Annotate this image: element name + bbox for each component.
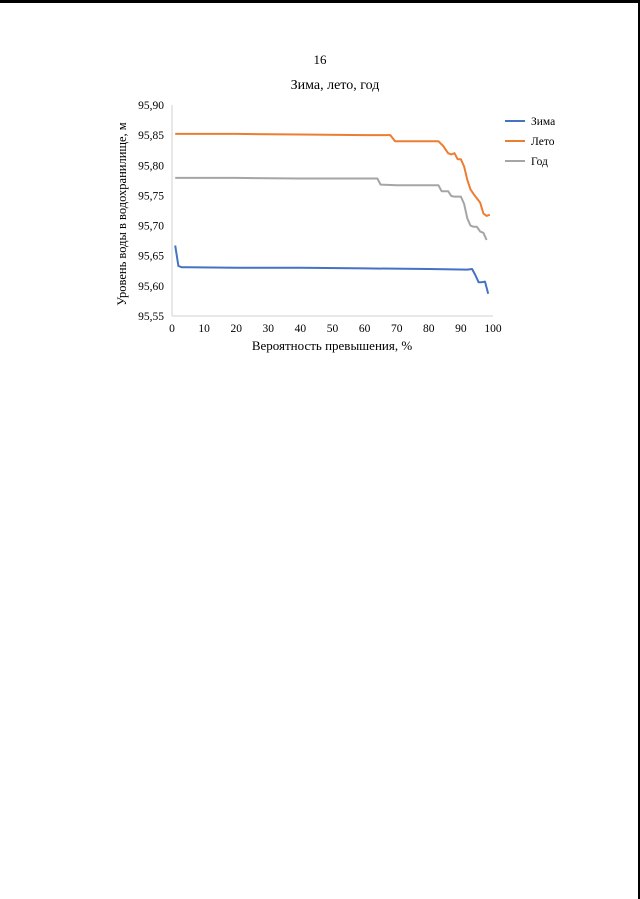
y-tick-labels [138,100,164,323]
x-tick-label: 10 [198,323,210,335]
series-line [175,178,486,240]
x-tick-label: 50 [326,323,339,335]
line-chart [100,70,570,360]
page-edge-top [0,0,640,3]
y-tick-label: 95,65 [138,250,164,263]
y-tick-label: 95,75 [138,190,164,203]
x-tick-label: 30 [262,323,275,335]
series-line [175,134,490,216]
y-axis-label: Уровень воды в водохранилище, м [115,122,129,306]
x-axis-label: Вероятность превышения, % [251,338,413,353]
y-tick-label: 95,90 [138,100,164,112]
x-tick-label: 90 [455,323,467,335]
legend-label: Год [531,156,548,168]
page-number: 16 [313,52,327,67]
series-lines [175,134,490,294]
y-tick-label: 95,85 [138,130,164,143]
legend [505,116,555,168]
y-tick-label: 95,55 [138,311,164,323]
legend-label: Лето [531,136,555,148]
y-tick-label: 95,70 [138,220,164,233]
x-tick-labels [169,323,502,335]
y-tick-label: 95,80 [138,160,164,173]
x-tick-label: 20 [230,323,242,335]
x-tick-label: 100 [484,323,502,335]
y-tick-label: 95,60 [138,280,164,293]
x-tick-label: 40 [294,323,307,335]
chart-title: Зима, лето, год [290,78,380,93]
x-tick-label: 60 [358,323,371,335]
legend-label: Зима [531,116,556,128]
x-tick-label: 80 [423,323,435,335]
series-line [175,246,488,294]
x-tick-label: 70 [390,323,403,335]
x-tick-label: 0 [169,323,175,335]
